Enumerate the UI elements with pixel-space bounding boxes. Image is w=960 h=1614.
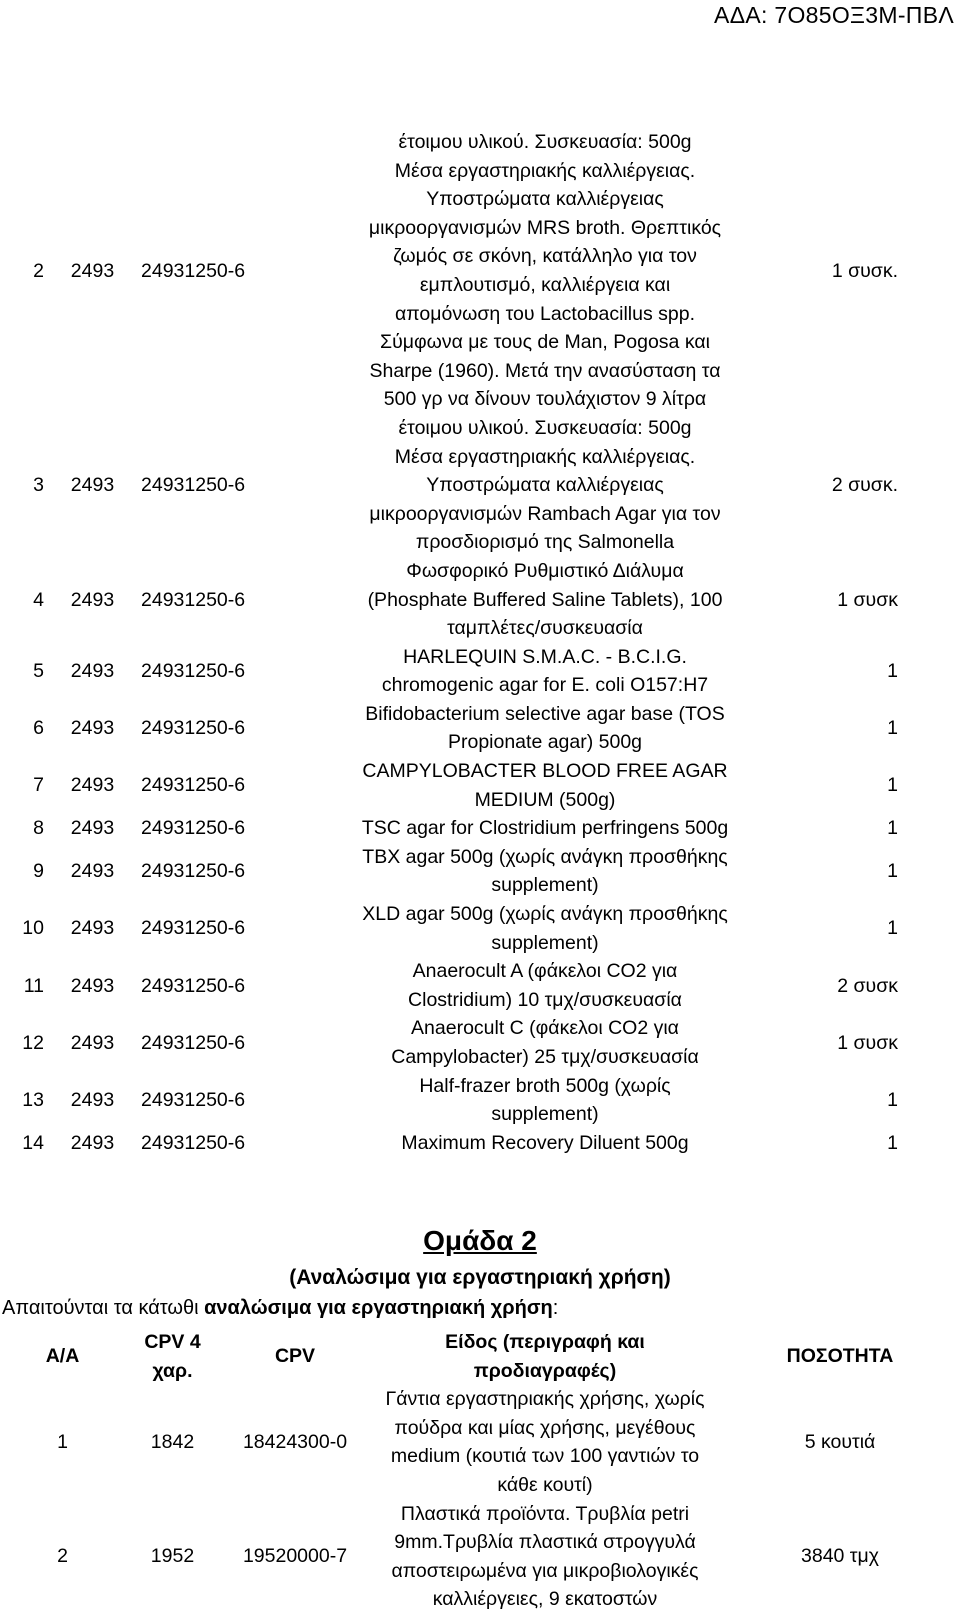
row-cpv: 24931250-6 <box>141 588 246 611</box>
description-line: Πλαστικά προϊόντα. Τρυβλία petri <box>400 1502 690 1525</box>
table-row <box>0 1129 960 1158</box>
description-line: XLD agar 500g (χωρίς ανάγκη προσθήκης <box>362 903 728 926</box>
group2-header-row <box>0 1328 960 1385</box>
description-line: supplement) <box>491 931 599 954</box>
row-cpv: 24931250-6 <box>141 474 246 497</box>
row-cpv4: 2493 <box>70 917 115 940</box>
description-line: προσδιορισμό της Salmonella <box>415 531 675 554</box>
table-row <box>0 1014 960 1071</box>
row-description <box>335 557 755 643</box>
description-line: ταμπλέτες/συσκευασία <box>447 617 643 640</box>
description-line: Clostridium) 10 τμχ/συσκευασία <box>408 988 682 1011</box>
row-description <box>335 414 755 557</box>
row-cpv: 24931250-6 <box>141 659 246 682</box>
description-line: Anaerocult C (φάκελοι CO2 για <box>411 1017 679 1040</box>
table-row <box>0 757 960 814</box>
description-line: απομόνωση του Lactobacillus spp. <box>394 302 695 325</box>
header-desc-line: προδιαγραφές) <box>473 1359 617 1382</box>
description-line: MEDIUM (500g) <box>474 788 616 811</box>
group2-intro <box>2 1297 558 1320</box>
row-quantity: 1 συσκ <box>837 588 898 611</box>
row-cpv4: 2493 <box>70 1131 115 1154</box>
row-cpv: 24931250-6 <box>141 259 246 282</box>
row-description <box>335 700 755 757</box>
description-line: 9mm.Τρυβλία πλαστικά στρογγυλά <box>394 1531 696 1554</box>
description-line: μικροοργανισμών Rambach Agar για τον <box>369 502 721 525</box>
row-quantity: 1 <box>887 774 898 797</box>
row-quantity: 2 συσκ <box>837 974 898 997</box>
table-row <box>0 1072 960 1129</box>
row-cpv: 24931250-6 <box>141 917 246 940</box>
description-line: Φωσφορικό Ρυθμιστικό Διάλυμα <box>406 559 684 582</box>
row-quantity: 1 <box>887 860 898 883</box>
header-cpv: CPV <box>274 1345 316 1368</box>
row-description <box>335 1129 755 1158</box>
table-row <box>0 1385 960 1499</box>
row-description <box>335 1072 755 1129</box>
description-line: Υποστρώματα καλλιέργειας <box>426 474 664 497</box>
row-quantity: 1 <box>887 1088 898 1111</box>
row-cpv: 18424300-0 <box>242 1431 348 1454</box>
table-row <box>0 1500 960 1614</box>
row-cpv: 24931250-6 <box>141 817 246 840</box>
description-line: αποστειρωμένα για μικροβιολογικές <box>391 1559 699 1582</box>
description-line: Campylobacter) 25 τμχ/συσκευασία <box>391 1046 699 1068</box>
row-cpv: 24931250-6 <box>141 1131 246 1154</box>
row-cpv: 24931250-6 <box>141 774 246 797</box>
group2-table <box>0 1328 960 1614</box>
description-line: Γάντια εργαστηριακής χρήσης, χωρίς <box>385 1388 705 1411</box>
row-number: 13 <box>22 1088 44 1111</box>
row-cpv: 24931250-6 <box>141 717 246 740</box>
row-number: 8 <box>33 817 44 840</box>
header-aa: Α/Α <box>45 1345 80 1368</box>
header-cpv4-line: CPV 4 <box>144 1331 201 1353</box>
row-description <box>335 1014 755 1071</box>
row-description <box>335 128 755 414</box>
description-line: chromogenic agar for E. coli O157:H7 <box>381 674 709 697</box>
description-line: TSC agar for Clostridium perfringens 500g <box>361 817 729 840</box>
description-line: έτοιμου υλικού. Συσκευασία: 500g <box>398 131 692 153</box>
row-quantity: 5 κουτιά <box>804 1431 876 1454</box>
row-cpv4: 2493 <box>70 974 115 997</box>
group2-subtitle: (Αναλώσιμα για εργαστηριακή χρήση) <box>289 1266 671 1289</box>
row-number: 14 <box>22 1131 44 1154</box>
table-row <box>0 643 960 700</box>
description-line: εμπλουτισμό, καλλιέργεια και <box>419 273 671 296</box>
row-number: 2 <box>33 259 44 282</box>
row-cpv: 19520000-7 <box>242 1545 348 1568</box>
description-line: TBX agar 500g (χωρίς ανάγκη προσθήκης <box>362 845 728 868</box>
row-quantity: 1 συσκ <box>837 1031 898 1054</box>
row-cpv: 24931250-6 <box>141 1088 246 1111</box>
description-line: Μέσα εργαστηριακής καλλιέργειας. <box>394 445 696 468</box>
row-quantity: 2 συσκ. <box>831 474 898 497</box>
description-line: 500 γρ να δίνουν τουλάχιστον 9 λίτρα <box>383 388 707 411</box>
row-quantity: 1 συσκ. <box>831 259 898 282</box>
row-number: 2 <box>57 1545 68 1568</box>
row-cpv4: 2493 <box>70 588 115 611</box>
table-row <box>0 843 960 900</box>
row-cpv: 24931250-6 <box>141 1031 246 1054</box>
description-line: Σύμφωνα με τους de Man, Pogosa και <box>380 331 710 354</box>
row-cpv: 24931250-6 <box>141 860 246 883</box>
table-row <box>0 957 960 1014</box>
description-line: ζωμός σε σκόνη, κατάλληλο για τον <box>393 245 697 268</box>
header-desc <box>370 1328 720 1385</box>
table-row <box>0 414 960 557</box>
row-quantity: 1 <box>887 717 898 740</box>
row-quantity: 1 <box>887 817 898 840</box>
description-line: Propionate agar) 500g <box>447 731 643 754</box>
table-row <box>0 557 960 643</box>
row-description <box>370 1500 720 1614</box>
row-cpv4: 2493 <box>70 817 115 840</box>
description-line: Maximum Recovery Diluent 500g <box>401 1131 689 1154</box>
row-description <box>335 900 755 957</box>
description-line: medium (κουτιά των 100 γαντιών το <box>390 1445 700 1468</box>
description-line: HARLEQUIN S.M.A.C. - B.C.I.G. <box>403 645 687 668</box>
description-line: Sharpe (1960). Μετά την ανασύσταση τα <box>369 359 721 382</box>
row-cpv4: 2493 <box>70 659 115 682</box>
row-quantity: 1 <box>887 1131 898 1154</box>
row-cpv4: 1842 <box>150 1431 195 1454</box>
row-number: 11 <box>23 974 44 997</box>
header-cpv4 <box>125 1328 220 1385</box>
intro-colon: : <box>552 1297 559 1319</box>
description-line: έτοιμου υλικού. Συσκευασία: 500g <box>398 416 692 439</box>
description-line: Anaerocult A (φάκελοι CO2 για <box>412 960 678 983</box>
intro-text: Απαιτούνται τα κάτωθι <box>2 1297 205 1319</box>
description-line: Bifidobacterium selective agar base (TOS <box>365 702 725 725</box>
document-ada-code: ΑΔΑ: 7Ο85ΟΞ3Μ-ΠΒΛ <box>714 2 954 28</box>
row-cpv4: 2493 <box>70 1088 115 1111</box>
header-qty: ΠΟΣΟΤΗΤΑ <box>786 1345 894 1368</box>
row-cpv4: 2493 <box>70 860 115 883</box>
row-quantity: 3840 τμχ <box>801 1545 879 1568</box>
row-description <box>335 757 755 814</box>
row-description <box>335 843 755 900</box>
row-number: 9 <box>33 860 44 883</box>
description-line: Υποστρώματα καλλιέργειας <box>426 188 664 211</box>
description-line: κάθε κουτί) <box>497 1473 593 1496</box>
table-row <box>0 700 960 757</box>
description-line: καλλιέργειες, 9 εκατοστών <box>432 1588 658 1611</box>
description-line: πούδρα και μίας χρήσης, μεγέθους <box>394 1416 696 1439</box>
row-quantity: 1 <box>887 659 898 682</box>
row-number: 7 <box>33 774 44 797</box>
header-desc-line: Είδος (περιγραφή και <box>445 1331 645 1353</box>
table-row <box>0 128 960 414</box>
row-number: 3 <box>33 474 44 497</box>
table-row <box>0 900 960 957</box>
description-line: Μέσα εργαστηριακής καλλιέργειας. <box>394 159 696 182</box>
row-number: 1 <box>57 1431 68 1454</box>
row-description <box>370 1385 720 1499</box>
row-number: 4 <box>33 588 44 611</box>
description-line: μικροοργανισμών MRS broth. Θρεπτικός <box>368 216 722 239</box>
row-cpv4: 2493 <box>70 1031 115 1054</box>
description-line: supplement) <box>491 1103 599 1126</box>
row-number: 12 <box>22 1031 44 1054</box>
row-number: 5 <box>33 659 44 682</box>
row-cpv: 24931250-6 <box>141 974 246 997</box>
description-line: Half-frazer broth 500g (χωρίς <box>419 1074 671 1097</box>
description-line: CAMPYLOBACTER BLOOD FREE AGAR <box>362 760 728 783</box>
group2-title: Ομάδα 2 <box>423 1225 537 1256</box>
intro-bold-text: αναλώσιμα για εργαστηριακή χρήση <box>204 1297 553 1319</box>
row-quantity: 1 <box>887 917 898 940</box>
group1-table <box>0 128 960 1157</box>
row-number: 10 <box>22 917 44 940</box>
row-cpv4: 2493 <box>70 774 115 797</box>
description-line: supplement) <box>491 874 599 897</box>
row-cpv4: 2493 <box>70 474 115 497</box>
row-number: 6 <box>33 717 44 740</box>
table-row <box>0 814 960 843</box>
row-cpv4: 2493 <box>70 259 115 282</box>
row-description <box>335 643 755 700</box>
row-description <box>335 957 755 1014</box>
header-cpv4-line: χαρ. <box>152 1359 193 1382</box>
row-cpv4: 2493 <box>70 717 115 740</box>
description-line: (Phosphate Buffered Saline Tablets), 100 <box>367 588 723 611</box>
row-description <box>335 814 755 843</box>
row-cpv4: 1952 <box>150 1545 195 1568</box>
